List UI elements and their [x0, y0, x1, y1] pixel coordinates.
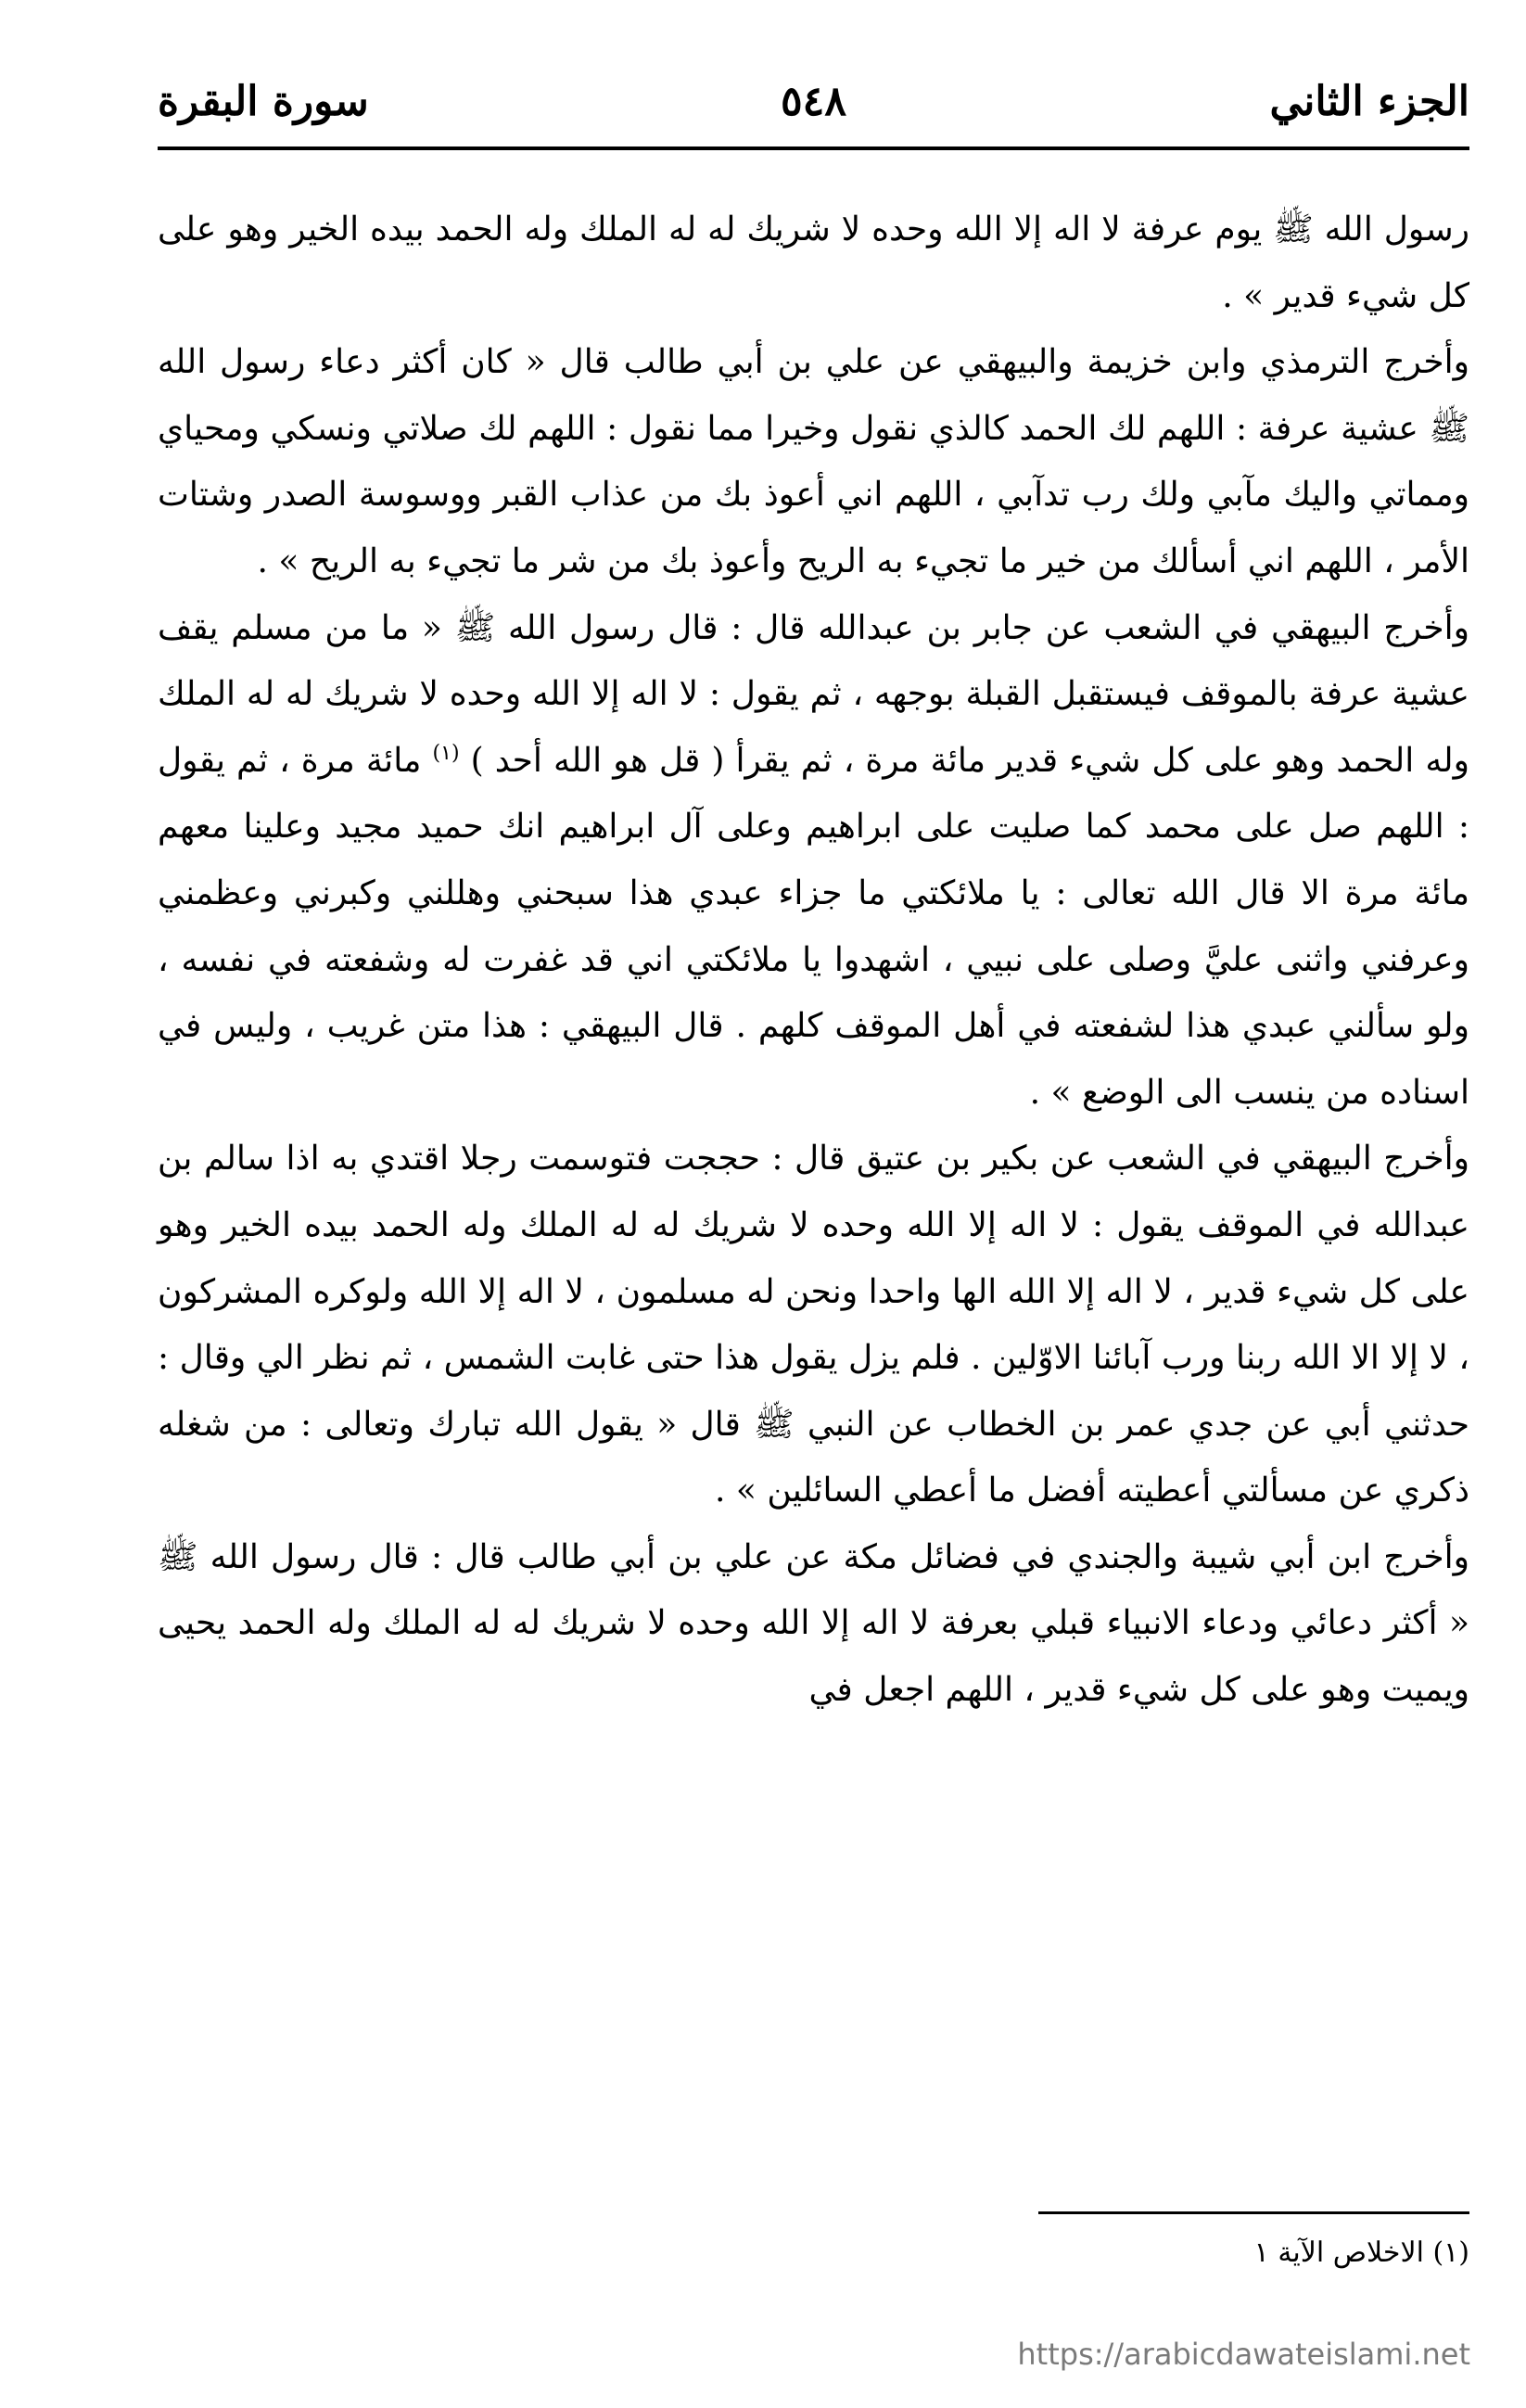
paragraph-with-footnote: [158, 595, 1469, 1127]
paragraph: وأخرج البيهقي في الشعب عن بكير بن عتيق قال : حججت فتوسمت رجلا اقتدي به اذا سالم بن عبدالله في الموقف يقول : لا اله إلا الله وحده لا شريك له له الملك وله الحمد بيده الخير وهو على كل شيء قدير ، لا اله إلا الله الها واحدا ونحن له مسلمون ، لا اله إلا الله ولوكره المشركون ، لا إلا الا الله ربنا ورب آبائنا الاوّلين . فلم يزل يقول هذا حتى غابت الشمس ، ثم نظر الي وقال : حدثني أبي عن جدي عمر بن الخطاب عن النبي ﷺ قال « يقول الله تبارك وتعالى : من شغله ذكري عن مسألتي أعطيته أفضل ما أعطي السائلين » .: [158, 1140, 1469, 1510]
paragraph: وأخرج الترمذي وابن خزيمة والبيهقي عن علي بن أبي طالب قال « كان أكثر دعاء رسول الله ﷺ عشية عرفة : اللهم لك الحمد كالذي نقول وخيرا مما نقول : اللهم لك صلاتي ونسكي ومحياي ومماتي واليك مآبي ولك رب تدآبي ، اللهم اني أعوذ بك من عذاب القبر ووسوسة الصدر وشتات الأمر ، اللهم اني أسألك من خير ما تجيء به الريح وأعوذ بك من شر ما تجيء به الريح » .: [158, 343, 1469, 580]
footnote-rule: [1038, 2211, 1469, 2214]
juz-label: الجزء الثاني: [1269, 78, 1469, 125]
header-rule: [158, 147, 1469, 150]
footnote: (١) الاخلاص الآية ١: [1253, 2236, 1469, 2269]
surah-label: سورة البقرة: [158, 78, 369, 125]
paragraph-part: وأخرج البيهقي في الشعب عن جابر بن عبدالله قال : قال رسول الله ﷺ « ما من مسلم يقف عشية عرفة بالموقف فيستقبل القبلة بوجهه ، ثم يقول : لا اله إلا الله وحده لا شريك له له الملك وله الحمد وهو على كل شيء قدير مائة مرة ، ثم يقرأ ( قل هو الله أحد ): [158, 608, 1470, 780]
paragraph-part: مائة مرة ، ثم يقول : اللهم صل على محمد كما صليت على ابراهيم وعلى آل ابراهيم انك حميد مجيد وعلينا معهم مائة مرة الا قال الله تعالى : يا ملائكتي ما جزاء عبدي هذا سبحني وهللني وكبرني وعظمني وعرفني واثنى عليَّ وصلى على نبيي ، اشهدوا يا ملائكتي اني قد غفرت له وشفعته في نفسه ، ولو سألني عبدي هذا لشفعته في أهل الموقف كلهم . قال البيهقي : هذا متن غريب ، وليس في اسناده من ينسب الى الوضع » .: [158, 741, 1469, 1112]
footnote-marker: (١): [432, 741, 460, 765]
paragraph: وأخرج ابن أبي شيبة والجندي في فضائل مكة عن علي بن أبي طالب قال : قال رسول الله ﷺ « أكثر دعائي ودعاء الانبياء قبلي بعرفة لا اله إلا الله وحده لا شريك له له الملك وله الحمد يحيى ويميت وهو على كل شيء قدير ، اللهم اجعل في: [158, 1537, 1469, 1710]
page-header: [158, 56, 1469, 148]
page-number: ٥٤٨: [781, 78, 846, 125]
paragraph: رسول الله ﷺ يوم عرفة لا اله إلا الله وحده لا شريك له له الملك وله الحمد بيده الخير وهو على كل شيء قدير » .: [158, 210, 1469, 315]
main-text: [158, 197, 1469, 1724]
watermark-url: https://arabicdawateislami.net: [1017, 2337, 1470, 2372]
